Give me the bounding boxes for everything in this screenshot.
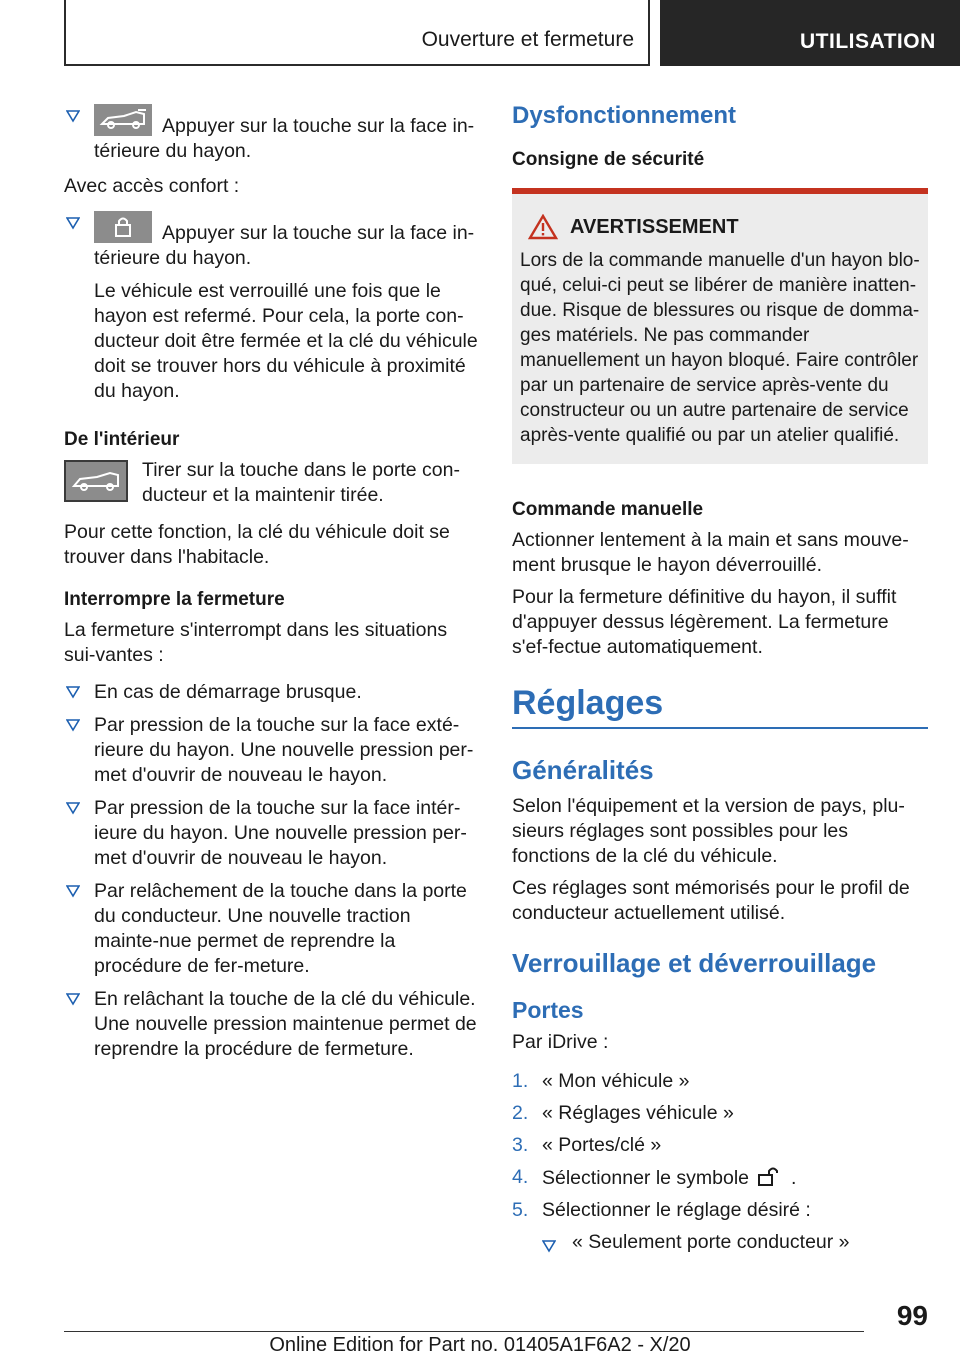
bullet-text: En relâchant la touche de la clé du véhicule. Une nouvelle pression maintenue permet de reprendre la procédure de fermeture. (94, 988, 477, 1060)
sub-list-item (512, 1230, 928, 1255)
comfort-access-label: Avec accès confort : (64, 175, 240, 197)
step-text: « Portes/clé » (542, 1134, 662, 1156)
bullet-triangle-icon (66, 801, 80, 815)
interrupt-text: La fermeture s'interrompt dans les situations sui-vantes : (64, 619, 448, 666)
chapter-title: UTILISATION (800, 30, 936, 53)
step-number: 3. (512, 1134, 529, 1156)
bullet-text: Par pression de la touche sur la face intér-ieure du hayon. Une nouvelle pression per-met d'ouvrir de nouveau le hayon. (94, 797, 467, 869)
step-text: Sélectionner le symbole (542, 1167, 750, 1189)
car-tailgate-icon (64, 460, 128, 502)
lock-note: Le véhicule est verrouillé une fois que le hayon est refermé. Pour cela, la porte con-ducteur doit être fermée et la clé du véhicule doit se trouver hors du véhicule à proximité du hayon. (94, 280, 478, 402)
malfunction-heading: Dysfonctionnement (512, 102, 737, 129)
manual-text-2: Pour la fermeture définitive du hayon, il suffit d'appuyer dessus légèrement. La fermeture s'ef-fectue automatiquement. (512, 586, 897, 658)
car-tailgate-icon (94, 104, 152, 136)
list-item (64, 211, 478, 271)
step-number: 1. (512, 1070, 529, 1092)
sub-bullet-text: « Seulement porte conducteur » (572, 1231, 850, 1253)
bullet-text: Par pression de la touche sur la face exté-rieure du hayon. Une nouvelle pression per-met d'ouvrir de nouveau le hayon. (94, 714, 474, 786)
lock-icon (94, 211, 152, 243)
doors-heading: Portes (512, 997, 584, 1023)
lock-unlock-heading: Verrouillage et déverrouillage (512, 948, 877, 978)
interior-note: Pour cette fonction, la clé du véhicule doit se trouver dans l'habitacle. (64, 521, 450, 568)
warning-triangle-icon (528, 214, 558, 240)
bullet-triangle-icon (542, 1235, 556, 1260)
safety-heading: Consigne de sécurité (512, 149, 705, 170)
bullet-triangle-icon (66, 992, 80, 1006)
unlock-symbol-icon (755, 1165, 785, 1187)
idrive-label: Par iDrive : (512, 1031, 609, 1053)
step-item (512, 1165, 928, 1191)
step-suffix: . (791, 1167, 797, 1189)
step-item (512, 1133, 928, 1158)
list-item (64, 796, 478, 871)
step-text: « Mon véhicule » (542, 1070, 690, 1092)
left-column (64, 96, 478, 1070)
bullet-triangle-icon (66, 685, 80, 699)
warning-title (520, 214, 920, 240)
list-item (64, 680, 478, 705)
bullet-text: Par relâchement de la touche dans la porte du conducteur. Une nouvelle traction mainte-nue permet de reprendre la procédure de fer-meture. (94, 880, 467, 977)
bullet-triangle-icon (66, 216, 80, 230)
bullet-text: Appuyer sur la touche sur la face in-térieure du hayon. (94, 222, 475, 269)
list-item (64, 987, 478, 1062)
general-heading: Généralités (512, 755, 654, 785)
footer-divider (64, 1331, 864, 1332)
page-number: 99 (896, 1300, 928, 1331)
manual-text-1: Actionner lentement à la main et sans mouve-ment brusque le hayon déverrouillé. (512, 529, 909, 576)
manual-heading: Commande manuelle (512, 499, 704, 520)
bullet-triangle-icon (66, 718, 80, 732)
list-item (64, 713, 478, 788)
step-text: Sélectionner le réglage désiré : (542, 1199, 811, 1221)
interior-text: Tirer sur la touche dans le porte con-ducteur et la maintenir tirée. (142, 459, 460, 506)
bullet-triangle-icon (66, 884, 80, 898)
step-number: 4. (512, 1166, 529, 1188)
bullet-text: En cas de démarrage brusque. (94, 681, 362, 703)
footer-edition: Online Edition for Part no. 01405A1F6A2 - X/20 (269, 1334, 691, 1356)
step-item (512, 1198, 928, 1223)
header-section (64, 0, 650, 66)
settings-heading: Réglages (512, 684, 928, 729)
list-item (64, 104, 478, 164)
step-item (512, 1069, 928, 1094)
general-text-2: Ces réglages sont mémorisés pour le profil de conducteur actuellement utilisé. (512, 877, 910, 924)
step-item (512, 1101, 928, 1126)
list-item (64, 879, 478, 979)
step-number: 5. (512, 1199, 529, 1221)
warning-box (512, 188, 928, 464)
bullet-text: Appuyer sur la touche sur la face in-térieure du hayon. (94, 115, 475, 162)
interior-instruction (64, 458, 478, 508)
interior-heading: De l'intérieur (64, 429, 180, 450)
warning-text: Lors de la commande manuelle d'un hayon blo-qué, celui-ci peut se libérer de manière inatten-due. Risque de blessures ou risque de domma-ges matériels. Ne pas commander manuellement un hayon bloqué. Faire contrôler par un partenaire de service après-vente du constructeur ou un autre partenaire de service après-vente qualifié ou par un atelier qualifié. (520, 250, 920, 446)
interrupt-heading: Interrompre la fermeture (64, 589, 285, 610)
section-title: Ouverture et fermeture (421, 28, 634, 51)
header-chapter (660, 0, 960, 66)
warning-label: AVERTISSEMENT (570, 215, 739, 238)
right-column (512, 96, 928, 1255)
step-number: 2. (512, 1102, 529, 1124)
step-text: « Réglages véhicule » (542, 1102, 734, 1124)
general-text-1: Selon l'équipement et la version de pays, plu-sieurs réglages sont possibles pour les fonctions de la clé du véhicule. (512, 795, 905, 867)
bullet-triangle-icon (66, 109, 80, 123)
